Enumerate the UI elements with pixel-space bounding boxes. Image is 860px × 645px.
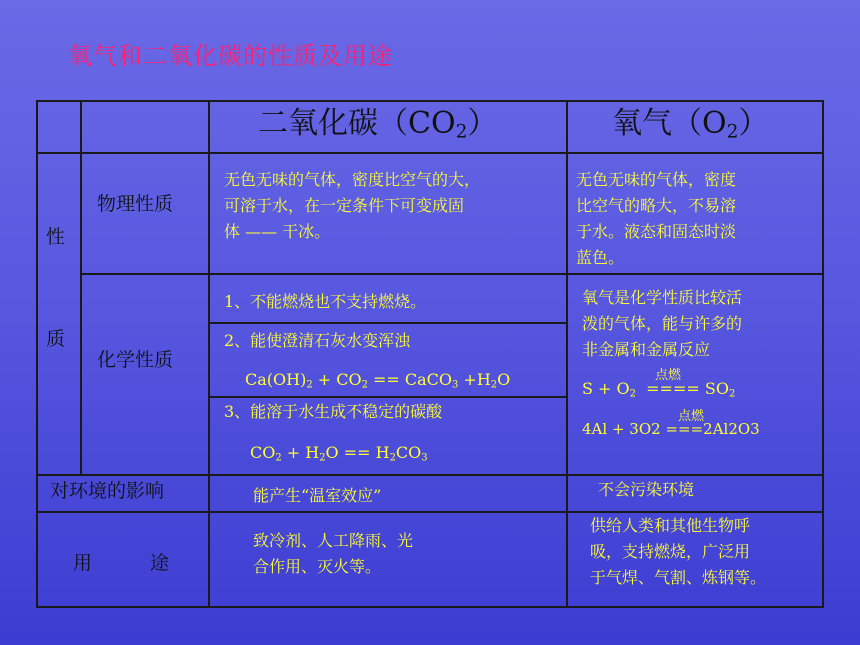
physical-co2-line: 可溶于水，在一定条件下可变成固 [224, 196, 465, 215]
col-divider [566, 102, 568, 608]
eq-arrow: ==== [646, 379, 700, 398]
physical-co2-line: 体 —— 干冰。 [224, 222, 331, 241]
o2-equation-1 [582, 376, 735, 402]
eq-part: 2Al2O3 [703, 420, 760, 438]
label-physical: 物理性质 [97, 193, 174, 215]
uses-co2-line: 合作用、灭火等。 [253, 557, 382, 576]
eq-part: 4Al + 3O2 [582, 420, 666, 438]
reaction-condition: 点燃 [678, 409, 705, 424]
eq-part: +H [458, 370, 491, 389]
row-divider [208, 396, 566, 398]
chemical-co2-equation-2 [245, 367, 510, 393]
physical-o2-line: 蓝色。 [576, 248, 625, 267]
o2-equation-2 [582, 417, 760, 441]
uses-o2-line: 供给人类和其他生物呼 [590, 516, 751, 535]
header-co2 [258, 104, 497, 144]
physical-o2-line: 无色无味的气体，密度 [576, 170, 737, 189]
row-divider [208, 322, 566, 324]
eq-sub: 2 [490, 379, 498, 391]
eq-sub: 2 [389, 452, 396, 464]
header-co2-text: 二氧化碳（CO [258, 106, 456, 141]
eq-sub: 2 [275, 452, 282, 464]
uses-o2-line: 吸，支持燃烧，广泛用 [590, 542, 751, 561]
col-divider [80, 102, 82, 474]
eq-part: SO [699, 379, 729, 398]
eq-part: O == H [325, 443, 390, 462]
eq-part: O [497, 370, 511, 389]
label-use-1: 用 [73, 552, 93, 574]
eq-part: Ca(OH) [245, 370, 307, 389]
label-chemical: 化学性质 [97, 349, 174, 371]
chemical-co2-item-3: 3、能溶于水生成不稳定的碳酸 [224, 402, 443, 421]
eq-part: == CaCO [367, 370, 453, 389]
eq-sub: 2 [361, 379, 368, 391]
chemical-co2-item-2: 2、能使澄清石灰水变浑浊 [224, 331, 411, 350]
physical-co2-line: 无色无味的气体，密度比空气的大， [224, 170, 481, 189]
row-divider [80, 273, 824, 275]
chemical-o2-line: 泼的气体，能与许多的 [582, 314, 743, 333]
label-properties-2: 质 [46, 328, 66, 350]
reaction-condition: 点燃 [655, 368, 682, 383]
chemical-co2-equation-3 [250, 440, 428, 466]
eq-part: + CO [312, 370, 362, 389]
eq-part: S + O [582, 379, 630, 398]
eq-arrow: === [665, 420, 704, 438]
physical-o2-line: 比空气的略大，不易溶 [576, 196, 737, 215]
eq-sub: 3 [452, 379, 459, 391]
chemical-o2-line: 非金属和金属反应 [582, 340, 711, 359]
row-divider [38, 474, 824, 476]
label-properties-1: 性 [46, 226, 66, 248]
header-o2-sub: 2 [726, 121, 739, 143]
environment-o2: 不会污染环境 [598, 480, 695, 499]
header-o2-text: 氧气（O [612, 106, 727, 141]
header-co2-close: ） [467, 106, 498, 141]
eq-sub: 2 [728, 388, 736, 400]
slide-title: 氧气和二氧化碳的性质及用途 [68, 42, 393, 70]
chemical-o2-line: 氧气是化学性质比较活 [582, 288, 743, 307]
label-use-2: 途 [150, 552, 170, 574]
eq-sub: 2 [629, 388, 636, 400]
uses-o2-line: 于气焊、气割、炼钢等。 [590, 568, 767, 587]
eq-sub: 2 [306, 379, 313, 391]
header-o2 [612, 104, 768, 144]
eq-sub: 3 [421, 452, 428, 464]
eq-sub: 2 [319, 452, 326, 464]
chemical-co2-item-1: 1、不能燃烧也不支持燃烧。 [224, 292, 427, 311]
header-co2-sub: 2 [455, 121, 468, 143]
row-divider [38, 152, 824, 154]
eq-part: CO [395, 443, 422, 462]
col-divider [208, 102, 210, 608]
eq-part: + H [281, 443, 320, 462]
label-environment: 对环境的影响 [50, 480, 165, 502]
header-o2-close: ） [738, 106, 769, 141]
environment-co2: 能产生“温室效应” [253, 486, 382, 505]
physical-o2-line: 于水。液态和固态时淡 [576, 222, 737, 241]
uses-co2-line: 致冷剂、人工降雨、光 [253, 531, 414, 550]
eq-part: CO [250, 443, 276, 462]
